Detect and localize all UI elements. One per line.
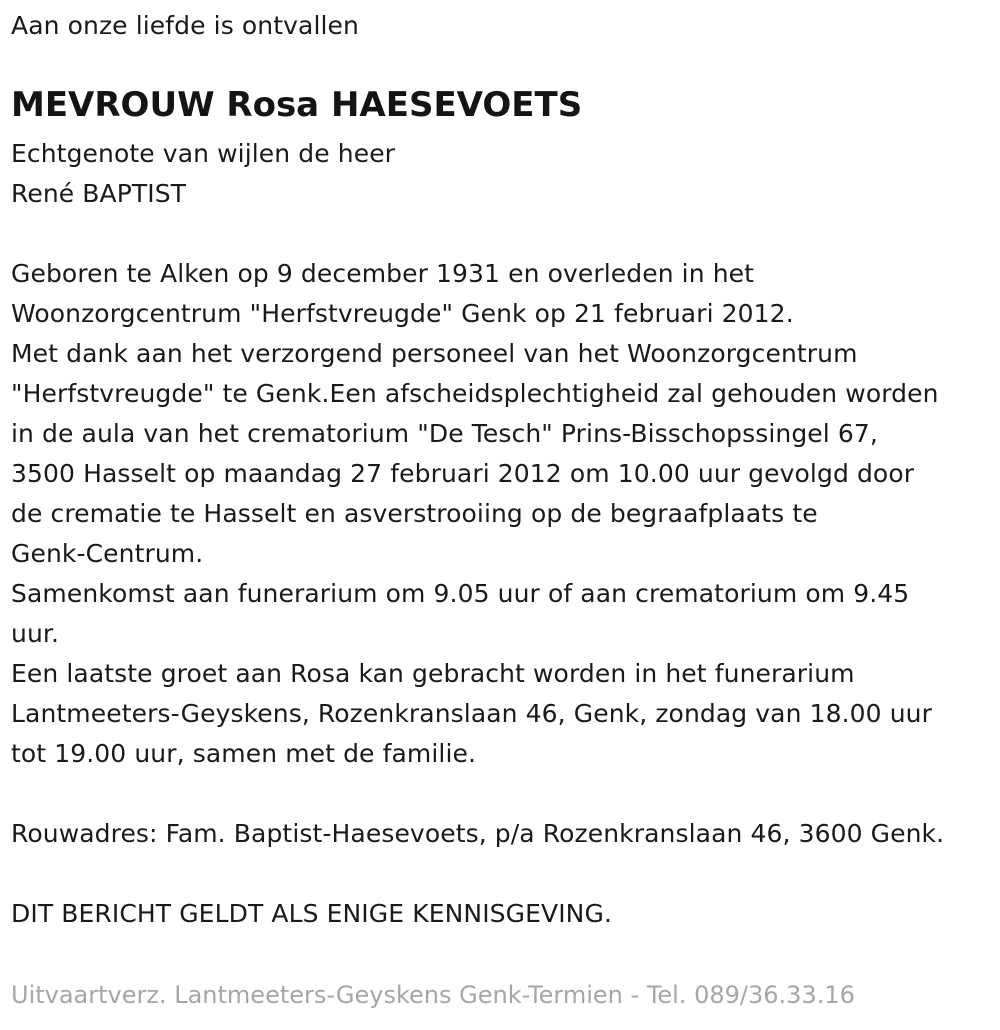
body-line: Lantmeeters-Geyskens, Rozenkranslaan 46, Genk, zondag van 18.00 uur (11, 699, 932, 728)
sole-notice-statement: DIT BERICHT GELDT ALS ENIGE KENNISGEVING. (11, 899, 612, 928)
deceased-name: MEVROUW Rosa HAESEVOETS (11, 85, 583, 125)
body-line: Met dank aan het verzorgend personeel van het Woonzorgcentrum (11, 339, 858, 368)
spouse-block (11, 134, 395, 214)
spouse-line: René BAPTIST (11, 179, 187, 208)
body-line: de crematie te Hasselt en asverstrooiing op de begraafplaats te (11, 499, 818, 528)
body-line: Genk-Centrum. (11, 539, 204, 568)
funeral-home-footer: Uitvaartverz. Lantmeeters-Geyskens Genk-Termien - Tel. 089/36.33.16 (11, 981, 855, 1009)
notice-body (11, 254, 939, 774)
body-line: Geboren te Alken op 9 december 1931 en overleden in het (11, 259, 755, 288)
body-line: 3500 Hasselt op maandag 27 februari 2012 om 10.00 uur gevolgd door (11, 459, 915, 488)
body-line: "Herfstvreugde" te Genk.Een afscheidsplechtigheid zal gehouden worden (11, 379, 939, 408)
body-line: Samenkomst aan funerarium om 9.05 uur of aan crematorium om 9.45 (11, 579, 910, 608)
intro-text: Aan onze liefde is ontvallen (11, 11, 359, 40)
body-line: Een laatste groet aan Rosa kan gebracht worden in het funerarium (11, 659, 855, 688)
mourning-address: Rouwadres: Fam. Baptist-Haesevoets, p/a Rozenkranslaan 46, 3600 Genk. (11, 819, 945, 848)
body-line: Woonzorgcentrum "Herfstvreugde" Genk op 21 februari 2012. (11, 299, 794, 328)
spouse-line: Echtgenote van wijlen de heer (11, 139, 396, 168)
body-line: in de aula van het crematorium "De Tesch" Prins-Bisschopssingel 67, (11, 419, 878, 448)
body-line: tot 19.00 uur, samen met de familie. (11, 739, 477, 768)
body-line: uur. (11, 619, 60, 648)
